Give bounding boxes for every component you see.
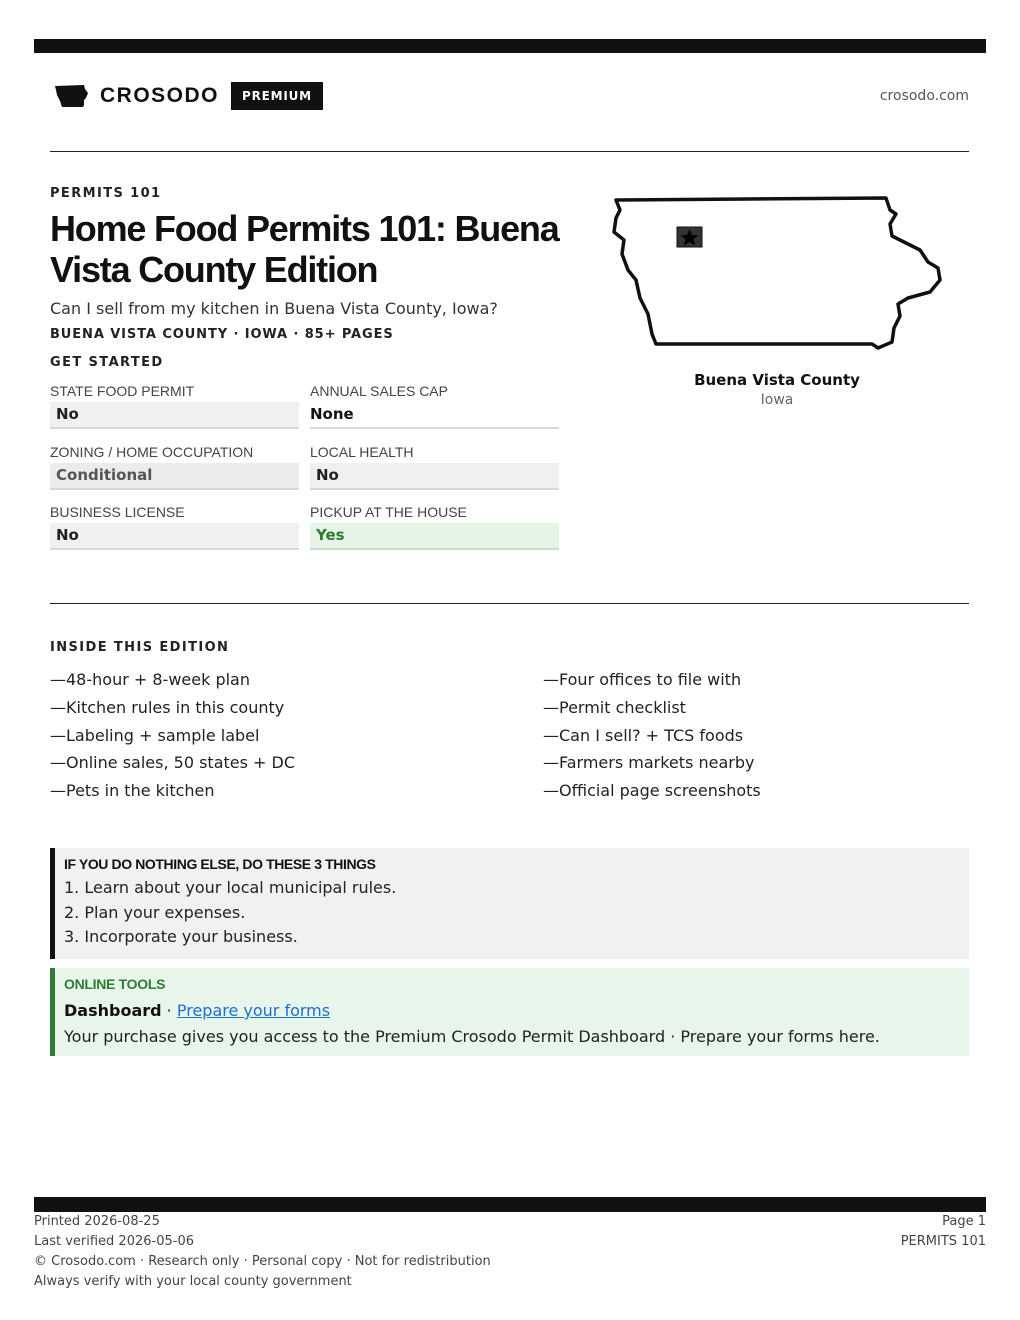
fact-value: Conditional <box>50 463 299 490</box>
inside-list-right <box>543 666 761 805</box>
printed-date: Printed 2026-08-25 <box>34 1214 160 1229</box>
callout-item: 3. Incorporate your business. <box>64 927 298 946</box>
callout-item: 2. Plan your expenses. <box>64 902 246 922</box>
page-title: Home Food Permits 101: Buena Vista County Edition <box>50 208 559 290</box>
section-divider <box>50 603 969 604</box>
disclaimer: Always verify with your local county government <box>34 1274 352 1289</box>
tools-description: Your purchase gives you access to the Premium Crosodo Permit Dashboard · Prepare your forms here. <box>64 1027 880 1046</box>
list-item: —Pets in the kitchen <box>50 781 215 801</box>
list-item: —Official page screenshots <box>543 781 761 801</box>
fact-zoning-home-occupation <box>50 443 299 490</box>
dashboard-label: Dashboard <box>64 1001 162 1020</box>
three-things-callout <box>50 848 969 959</box>
get-started-heading: GET STARTED <box>50 355 164 370</box>
separator: · <box>161 1001 177 1020</box>
fact-business-license <box>50 503 299 550</box>
footer-left <box>34 1212 491 1292</box>
bottom-bar <box>34 1197 986 1212</box>
fact-label: ANNUAL SALES CAP <box>310 383 448 399</box>
fact-value: No <box>50 523 299 550</box>
state-map <box>608 192 948 362</box>
fact-state-food-permit <box>50 382 299 429</box>
brand <box>54 84 219 108</box>
fact-value: No <box>310 463 559 490</box>
list-item: —Online sales, 50 states + DC <box>50 753 296 773</box>
fact-label: BUSINESS LICENSE <box>50 504 185 520</box>
fact-label: LOCAL HEALTH <box>310 444 414 460</box>
map-county-label: Buena Vista County <box>694 371 860 389</box>
callout-item: 1. Learn about your local municipal rules. <box>64 878 397 897</box>
fact-value: None <box>310 402 559 429</box>
fact-pickup-at-house <box>310 503 559 550</box>
top-bar <box>34 39 986 53</box>
fact-label: ZONING / HOME OCCUPATION <box>50 444 254 460</box>
page-number: Page 1 <box>942 1214 986 1229</box>
inside-edition-heading: INSIDE THIS EDITION <box>50 640 230 655</box>
section-kicker: PERMITS 101 <box>50 186 162 201</box>
list-item: —Can I sell? + TCS foods <box>543 725 744 745</box>
list-item: —Permit checklist <box>543 697 686 717</box>
iowa-outline <box>614 198 940 348</box>
iowa-state-icon <box>54 84 88 108</box>
footer-right <box>901 1212 986 1252</box>
brand-name: CROSODO <box>100 84 220 107</box>
list-item: —Four offices to file with <box>543 670 742 689</box>
page-subtitle: Can I sell from my kitchen in Buena Vista County, Iowa? <box>50 299 498 318</box>
prepare-forms-link[interactable]: Prepare your forms <box>176 1001 331 1020</box>
list-item: —48-hour + 8-week plan <box>50 670 250 689</box>
footer-section: PERMITS 101 <box>900 1234 986 1249</box>
online-tools-box <box>50 968 969 1056</box>
list-item: —Labeling + sample label <box>50 725 260 745</box>
fact-value: No <box>50 402 299 429</box>
fact-local-health <box>310 443 559 490</box>
edition-meta: BUENA VISTA COUNTY · IOWA · 85+ PAGES <box>50 327 394 342</box>
fact-annual-sales-cap <box>310 382 559 429</box>
map-state-label: Iowa <box>760 392 794 408</box>
online-tools-title: ONLINE TOOLS <box>64 976 166 992</box>
inside-list-left <box>50 666 295 805</box>
header-divider <box>50 151 969 152</box>
page-header <box>50 78 969 116</box>
list-item: —Farmers markets nearby <box>543 753 755 773</box>
callout-title: IF YOU DO NOTHING ELSE, DO THESE 3 THINGS <box>64 856 376 872</box>
site-url: crosodo.com <box>879 88 969 104</box>
list-item: —Kitchen rules in this county <box>50 697 285 717</box>
tools-links-line <box>64 998 969 1024</box>
verified-date: Last verified 2026-05-06 <box>34 1234 194 1249</box>
fact-label: PICKUP AT THE HOUSE <box>310 504 467 520</box>
fact-value: Yes <box>310 523 559 550</box>
county-marker <box>677 227 702 247</box>
fact-label: STATE FOOD PERMIT <box>50 383 195 399</box>
premium-badge: PREMIUM <box>231 82 323 110</box>
copyright: © Crosodo.com · Research only · Personal copy · Not for redistribution <box>34 1254 491 1269</box>
